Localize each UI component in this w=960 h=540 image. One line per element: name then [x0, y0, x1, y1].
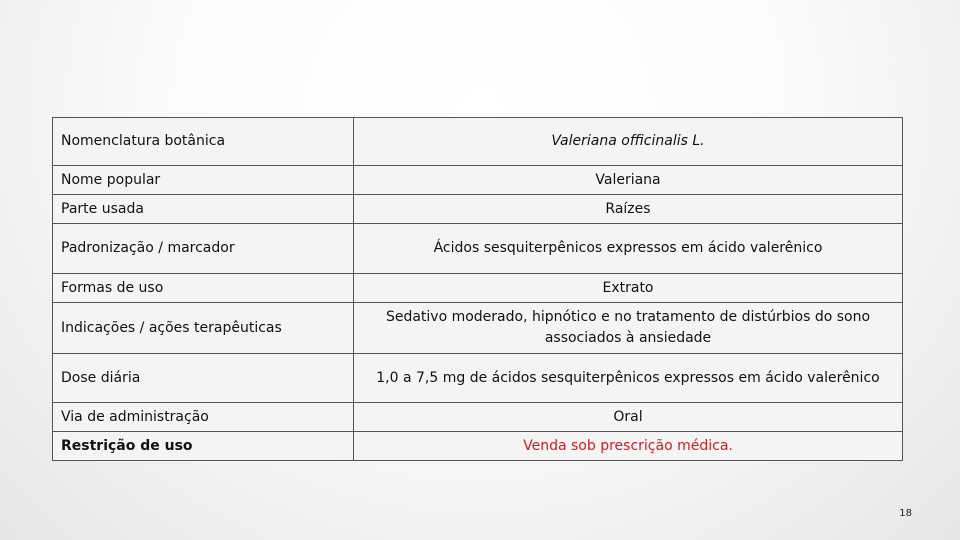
row-value-nomenclature: Valeriana officinalis L.: [354, 118, 903, 166]
row-value-daily-dose: 1,0 a 7,5 mg de ácidos sesquiterpênicos expressos em ácido valerênico: [354, 354, 903, 403]
row-value-popular-name: Valeriana: [354, 166, 903, 195]
table-row: [53, 195, 902, 224]
row-value-indications: Sedativo moderado, hipnótico e no tratamento de distúrbios do sono associados à ansiedade: [354, 303, 903, 354]
herbal-monograph-table: [52, 117, 903, 461]
row-value-use-restriction: Venda sob prescrição médica.: [354, 432, 903, 461]
table-row: [53, 432, 902, 461]
table-row: [53, 403, 902, 432]
row-label-part-used: Parte usada: [53, 195, 354, 224]
row-label-popular-name: Nome popular: [53, 166, 354, 195]
table-row: [53, 224, 902, 274]
row-value-standardization: Ácidos sesquiterpênicos expressos em ácido valerênico: [354, 224, 903, 274]
page-number: 18: [899, 508, 912, 519]
row-label-indications: Indicações / ações terapêuticas: [53, 303, 354, 354]
row-value-part-used: Raízes: [354, 195, 903, 224]
table-row: [53, 118, 902, 166]
table-row: [53, 274, 902, 303]
row-label-administration-route: Via de administração: [53, 403, 354, 432]
row-label-daily-dose: Dose diária: [53, 354, 354, 403]
table-row: [53, 354, 902, 403]
table-row: [53, 303, 902, 354]
row-value-forms-of-use: Extrato: [354, 274, 903, 303]
row-label-standardization: Padronização / marcador: [53, 224, 354, 274]
table-row: [53, 166, 902, 195]
row-value-administration-route: Oral: [354, 403, 903, 432]
row-label-use-restriction: Restrição de uso: [61, 437, 193, 454]
row-label-nomenclature: Nomenclatura botânica: [53, 118, 354, 166]
row-label-forms-of-use: Formas de uso: [53, 274, 354, 303]
